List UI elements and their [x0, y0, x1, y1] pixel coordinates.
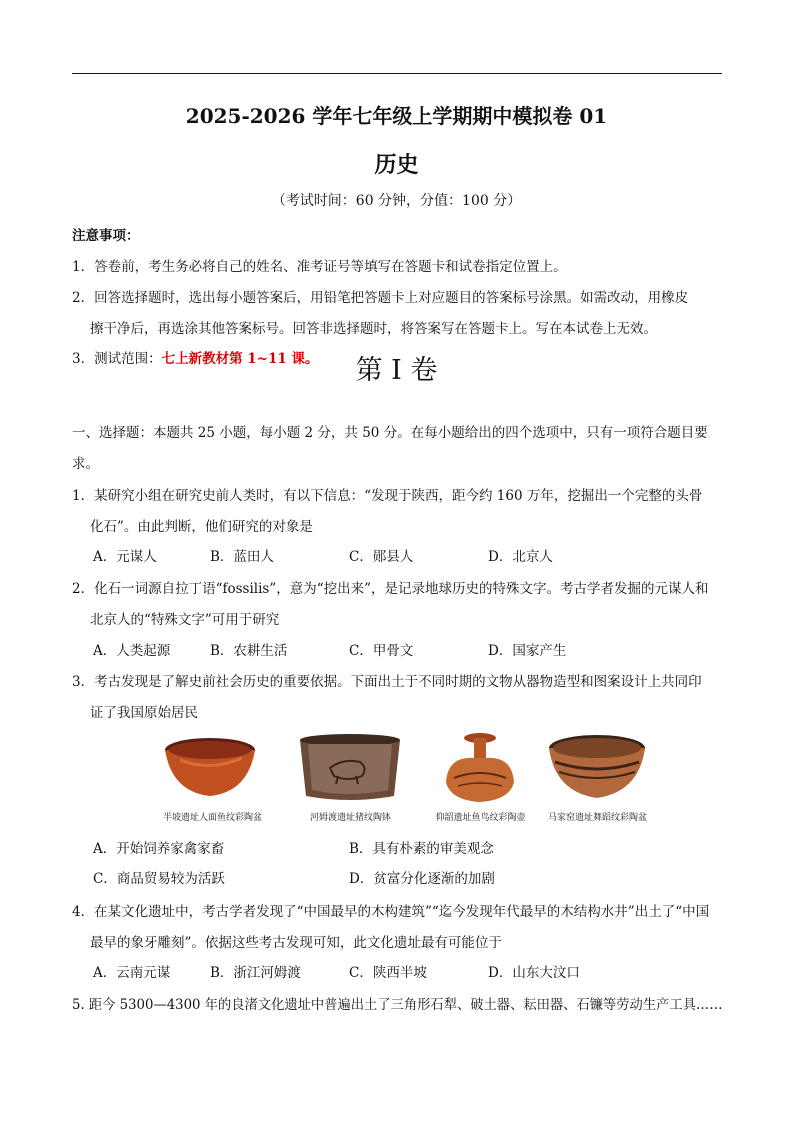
q2-option-c[interactable]: C．甲骨文 [349, 643, 414, 659]
q3-option-b[interactable]: B．具有朴素的审美观念 [349, 841, 494, 857]
note-item-3-prefix: 3．测试范围： [72, 351, 162, 367]
q2-option-a[interactable]: A．人类起源 [93, 643, 171, 659]
q4-option-d[interactable]: D．山东大汶口 [488, 965, 580, 981]
q5-stem: 5. 距今 5300—4300 年的良渚文化遗址中普遍出土了三角形石犁、破土器、耘田器、石镰等劳动生产工具…… [72, 997, 723, 1013]
artifact-hemudu-bowl [288, 730, 413, 830]
q3-stem-cont: 证了我国原始居民 [90, 705, 198, 721]
q2-option-b[interactable]: B．农耕生活 [210, 643, 288, 659]
exam-title: 2025-2026 学年七年级上学期期中模拟卷 01 [185, 104, 608, 128]
q4-stem: 4．在某文化遗址中，考古学者发现了“中国最早的木构建筑”“迄今发现年代最早的木结构水井”出土了“中国 [72, 904, 710, 920]
q4-option-a[interactable]: A．云南元谋 [93, 965, 171, 981]
q1-option-d[interactable]: D．北京人 [488, 549, 553, 565]
note-item-2-cont: 擦干净后，再选涂其他答案标号。回答非选择题时，将答案写在答题卡上。写在本试卷上无效。 [90, 321, 657, 337]
header-rule [72, 73, 722, 74]
artifact-images [150, 730, 660, 830]
note-item-2: 2．回答选择题时，选出每小题答案后，用铅笔把答题卡上对应题目的答案标号涂黑。如需改动，用橡皮 [72, 290, 689, 306]
artifact-yangshao-pot [418, 730, 543, 830]
section-instructions: 一、选择题：本题共 25 小题，每小题 2 分，共 50 分。在每小题给出的四个选项中，只有一项符合题目要 [72, 425, 708, 441]
yangshao-pot-icon [418, 730, 543, 810]
section-instructions-cont: 求。 [72, 456, 99, 472]
caption-yangshao: 仰韶遗址鱼鸟纹彩陶壶 [435, 813, 526, 823]
exam-info: （考试时间：60 分钟，分值：100 分） [271, 193, 522, 209]
q4-stem-cont: 最早的象牙雕刻”。依据这些考古发现可知，此文化遗址最有可能位于 [90, 935, 502, 951]
majiayao-basin-icon [535, 730, 660, 810]
caption-hemudu: 河姆渡遗址猪纹陶钵 [309, 813, 391, 823]
q2-option-d[interactable]: D．国家产生 [488, 643, 567, 659]
q1-stem: 1．某研究小组在研究史前人类时，有以下信息：“发现于陕西，距今约 160 万年，挖掘出一个完整的头骨 [72, 488, 703, 504]
q1-stem-cont: 化石”。由此判断，他们研究的对象是 [90, 519, 313, 535]
banpo-basin-icon [150, 730, 275, 810]
q3-option-a[interactable]: A．开始饲养家禽家畜 [93, 841, 225, 857]
q4-option-b[interactable]: B．浙江河姆渡 [210, 965, 301, 981]
q2-stem-cont: 北京人的“特殊文字”可用于研究 [90, 612, 280, 628]
artifact-majiayao-basin [535, 730, 660, 830]
q4-option-c[interactable]: C．陕西半坡 [349, 965, 427, 981]
caption-majiayao: 马家窑遗址舞蹈纹彩陶盆 [547, 813, 647, 823]
artifact-banpo-basin [150, 730, 275, 830]
q3-option-d[interactable]: D．贫富分化逐渐的加剧 [349, 871, 495, 887]
caption-banpo: 半坡遗址人面鱼纹彩陶盆 [162, 813, 262, 823]
note-item-1: 1．答卷前，考生务必将自己的姓名、准考证号等填写在答题卡和试卷指定位置上。 [72, 259, 567, 275]
volume-title: 第 I 卷 [355, 355, 438, 386]
hemudu-bowl-icon [288, 730, 413, 810]
q2-stem: 2．化石一词源自拉丁语“fossilis”，意为“挖出来”，是记录地球历史的特殊文字。考古学者发掘的元谋人和 [72, 581, 709, 597]
q3-option-c[interactable]: C．商品贸易较为活跃 [93, 871, 225, 887]
q1-option-b[interactable]: B．蓝田人 [210, 549, 274, 565]
subject-title: 历史 [374, 152, 419, 178]
q1-option-a[interactable]: A．元谋人 [93, 549, 157, 565]
q1-option-c[interactable]: C．郧县人 [349, 549, 414, 565]
test-range: 七上新教材第 1~11 课。 [161, 351, 319, 367]
notes-heading: 注意事项： [72, 228, 140, 244]
q3-stem: 3．考古发现是了解史前社会历史的重要依据。下面出土于不同时期的文物从器物造型和图案设计上共同印 [72, 674, 702, 690]
